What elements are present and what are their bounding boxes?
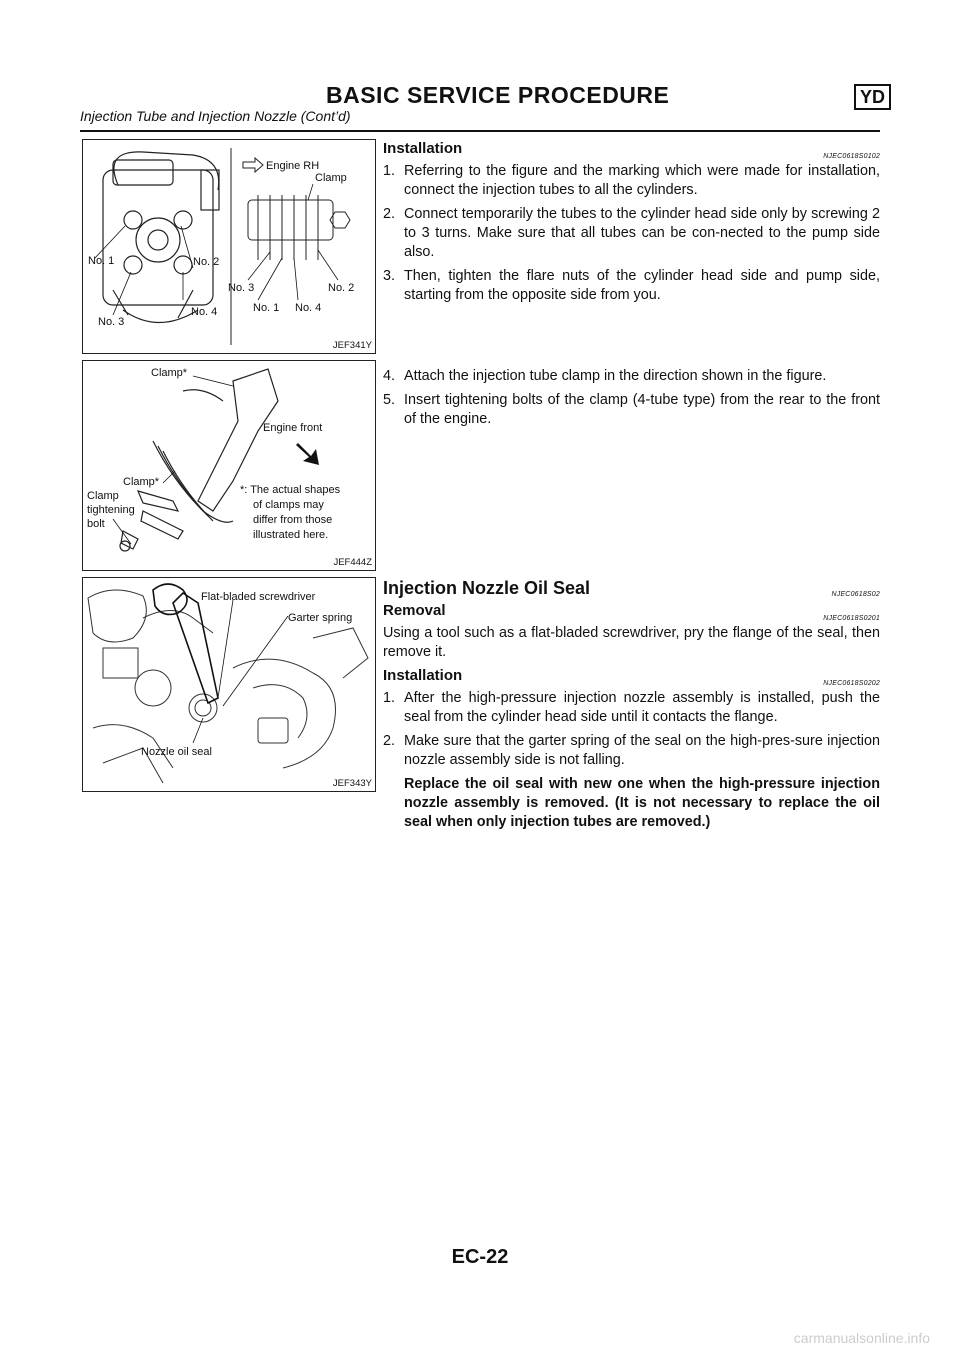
arrow-engine-rh-icon xyxy=(243,158,263,172)
watermark: carmanualsonline.info xyxy=(793,1330,930,1346)
fig1-label-no3: No. 3 xyxy=(98,316,125,328)
fig3-label-screwdriver: Flat-bladed screwdriver xyxy=(201,591,316,603)
fig2-label-clamp-top: Clamp* xyxy=(151,367,188,379)
fig3-label-garter: Garter spring xyxy=(288,612,353,624)
header-divider xyxy=(80,130,880,132)
clamp-steps-section xyxy=(383,367,880,434)
fig2-label-bolt-1: Clamp xyxy=(87,490,119,502)
fig2-label-bolt-3: bolt xyxy=(87,518,105,530)
fig2-note-3: differ from those xyxy=(253,514,333,526)
installation-heading-row xyxy=(383,667,880,689)
section-code: NJEC0618S02 xyxy=(831,591,880,598)
page-title: BASIC SERVICE PROCEDURE xyxy=(326,82,670,108)
installation-section xyxy=(383,140,880,310)
figure-caption: JEF343Y xyxy=(332,778,372,789)
figure-caption: JEF444Z xyxy=(333,557,372,568)
figure-tube-clamp xyxy=(82,360,376,571)
fig1-label-no1: No. 1 xyxy=(88,255,115,267)
installation-code: NJEC0618S0202 xyxy=(823,680,880,687)
removal-code: NJEC0618S0201 xyxy=(823,615,880,622)
removal-text: Using a tool such as a flat-bladed screwdriver, pry the flange of the seal, then remove it. xyxy=(383,625,880,660)
removal-heading: Removal xyxy=(383,602,446,619)
caution-note: Replace the oil seal with new one when the high-pressure injection nozzle assembly is removed. (It is not necessary to replace the oil seal when only injection tubes are removed.) xyxy=(404,776,880,830)
section-heading-row xyxy=(383,578,880,600)
fig2-note-1: *: The actual shapes xyxy=(240,484,341,496)
fig1-label-no4: No. 4 xyxy=(191,306,218,318)
installation-heading: Installation xyxy=(383,667,463,684)
fig1-label-no2b: No. 2 xyxy=(328,282,355,294)
page-subtitle: Injection Tube and Injection Nozzle (Cont’d) xyxy=(80,108,351,124)
fig1-label-no1b: No. 1 xyxy=(253,302,280,314)
figure-oil-seal xyxy=(82,577,376,792)
fig2-note-2: of clamps may xyxy=(253,499,324,511)
section-heading: Installation xyxy=(383,140,463,157)
fig1-label-clamp: Clamp xyxy=(315,172,347,184)
step-item: 4. Attach the injection tube clamp in the direction shown in the figure. xyxy=(383,368,827,384)
clamp-illustration xyxy=(83,361,375,570)
step-item: 3. Then, tighten the flare nuts of the cylinder head side and pump side, starting from the opposite side from you. xyxy=(383,268,880,303)
section-heading-row xyxy=(383,140,880,162)
fig2-label-clamp-left: Clamp* xyxy=(123,476,160,488)
fig2-label-bolt-2: tightening xyxy=(87,504,135,516)
section-heading: Injection Nozzle Oil Seal xyxy=(383,578,591,598)
oil-seal-section xyxy=(383,578,880,832)
step-item: 2. Connect temporarily the tubes to the cylinder head side only by screwing 2 to 3 turns. Make sure that all tubes can be con-nected to the pump side also. xyxy=(383,206,880,260)
step-item: 5. Insert tightening bolts of the clamp (4-tube type) from the rear to the front of the engine. xyxy=(383,392,880,427)
fig2-note-4: illustrated here. xyxy=(253,529,329,541)
figure-injection-tubes xyxy=(82,139,376,354)
figure-caption: JEF341Y xyxy=(332,340,372,351)
fig2-label-engine-front: Engine front xyxy=(263,422,323,434)
fig1-label-no4b: No. 4 xyxy=(295,302,322,314)
removal-heading-row xyxy=(383,602,880,624)
page-number: EC-22 xyxy=(451,1246,509,1268)
engine-code-badge: YD xyxy=(854,84,891,110)
step-item: 1. Referring to the figure and the marking which were made for installation, connect the injection tubes to all the cylinders. xyxy=(383,163,880,198)
step-item: 2. Make sure that the garter spring of the seal on the high-pres-sure injection nozzle assembly side is not falling. xyxy=(383,733,880,768)
fig3-label-seal: Nozzle oil seal xyxy=(141,746,212,758)
fig1-label-no2: No. 2 xyxy=(193,256,220,268)
arrow-engine-front-icon xyxy=(296,443,319,465)
oil-seal-illustration xyxy=(83,578,375,791)
injection-pump-illustration xyxy=(83,140,375,353)
step-item: 1. After the high-pressure injection nozzle assembly is installed, push the seal from the cylinder head side until it contacts the flange. xyxy=(383,690,880,725)
fig1-label-engine-rh: Engine RH xyxy=(266,160,320,172)
fig1-label-no3b: No. 3 xyxy=(228,282,255,294)
section-code: NJEC0618S0102 xyxy=(823,153,880,160)
